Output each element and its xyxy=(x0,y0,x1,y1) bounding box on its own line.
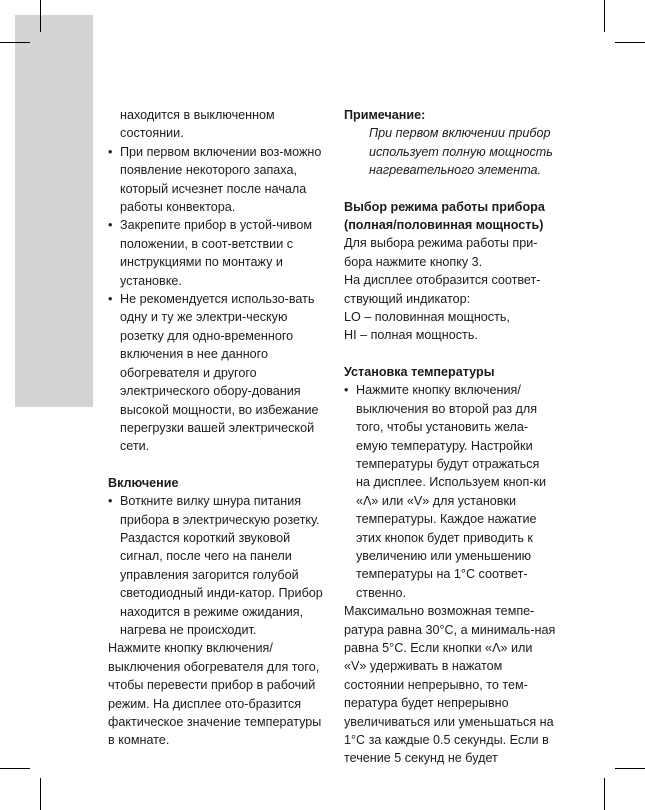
safety-bullet-list xyxy=(108,143,326,456)
temperature-heading: Установка температуры xyxy=(344,364,495,379)
mode-heading: Выбор режима работы прибора (полная/половинная мощность) xyxy=(344,199,545,233)
list-item: • При первом включении воз-можно появление некоторого запаха, который исчезнет после начала работы конвектора. xyxy=(108,143,326,217)
crop-mark-bottom-right-vertical xyxy=(604,778,605,810)
power-on-paragraph: Нажмите кнопку включения/выключения обогревателя для того, чтобы перевести прибор в рабочий режим. На дисплее ото-бразится фактическое значение температуры в комнате. xyxy=(108,641,322,748)
power-on-bullet-list xyxy=(108,492,326,639)
crop-mark-top-left-vertical xyxy=(40,0,41,32)
continuation-text: находится в выключенном состоянии. xyxy=(120,108,275,141)
note-heading: Примечание: xyxy=(344,108,426,122)
right-column xyxy=(344,106,556,768)
list-item: • Не рекомендуется использо-вать одну и ту же электри-ческую розетку для одно-временного включения в нее данного обогревателя и другого электрического обору-дования высокой мощности, во избежание перегрузки вашей электрической сети. xyxy=(108,290,326,456)
left-column xyxy=(108,106,326,750)
note-text: При первом включении прибор использует полную мощность нагревательного элемента. xyxy=(369,126,553,178)
list-item: • Воткните вилку шнура питания прибора в электрическую розетку. Раздастся короткий звуковой сигнал, после чего на панели управления загорится голубой светодиодный инди-катор. Прибор находится в режиме ожидания, нагрева не происходит. xyxy=(108,492,326,639)
mode-line: Для выбора режима работы при-бора нажмите кнопку 3. xyxy=(344,236,538,269)
crop-mark-bottom-left-horizontal xyxy=(0,768,30,769)
list-item: • Нажмите кнопку включения/ выключения во второй раз для того, чтобы установить жела-емую температуру. Настройки температуры будут отражаться на дисплее. Используем кноп-ки «Λ» или «V» для установки температуры. Каждое нажатие этих кнопок будет приводить к увеличению или уменьшению температуры на 1°С соответ-ственно. xyxy=(344,381,556,602)
temperature-bullet-list xyxy=(344,381,556,602)
crop-mark-top-left-horizontal xyxy=(0,42,30,43)
crop-mark-bottom-right-horizontal xyxy=(615,768,645,769)
mode-line: HI – полная мощность. xyxy=(344,328,478,343)
crop-mark-bottom-left-vertical xyxy=(40,778,41,810)
temperature-paragraph: Максимально возможная темпе-ратура равна 30°С, а минималь-ная равна 5°С. Если кнопки «Λ» или «V» удерживать в нажатом состоянии непрерывно, то тем-пература будет непрерывно увеличиваться или уменьшаться на 1°С за каждые 0.5 секунды. Если в течение 5 секунд не будет xyxy=(344,604,556,766)
mode-line: На дисплее отобразится соответ-ствующий индикатор: xyxy=(344,273,541,306)
crop-mark-top-right-horizontal xyxy=(615,42,645,43)
list-item: • Закрепите прибор в устой-чивом положении, в соот-ветствии с инструкциями по монтажу и установке. xyxy=(108,216,326,290)
crop-mark-top-right-vertical xyxy=(604,0,605,32)
gray-side-tab xyxy=(15,15,93,407)
mode-line: LO – половинная мощность, xyxy=(344,310,510,325)
power-on-heading: Включение xyxy=(108,475,179,490)
